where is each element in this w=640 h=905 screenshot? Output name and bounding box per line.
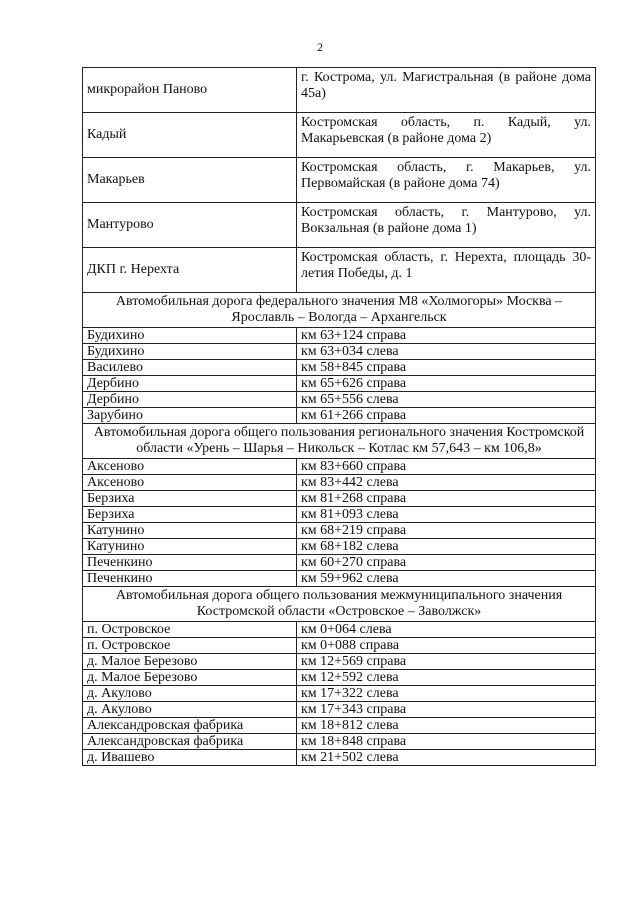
- place-cell: микрорайон Паново: [83, 68, 297, 113]
- place-cell: Макарьев: [83, 158, 297, 203]
- address-cell: Костромская область, п. Кадый, ул. Макарьевская (в районе дома 2): [297, 113, 596, 158]
- page-number: 2: [317, 40, 323, 54]
- place-cell: п. Островское: [83, 622, 297, 638]
- place-cell: д. Акулово: [83, 686, 297, 702]
- place-cell: д. Малое Березово: [83, 670, 297, 686]
- table-row: [83, 203, 596, 248]
- place-cell: Будихино: [83, 344, 297, 360]
- table-row: [83, 68, 596, 113]
- km-cell: км 60+270 справа: [297, 555, 596, 571]
- km-cell: км 61+266 справа: [297, 408, 596, 424]
- table-row: [83, 360, 596, 376]
- table-row: [83, 523, 596, 539]
- place-cell: п. Островское: [83, 638, 297, 654]
- address-cell: г. Кострома, ул. Магистральная (в районе дома 45а): [297, 68, 596, 113]
- place-cell: Александровская фабрика: [83, 734, 297, 750]
- address-cell: Костромская область, г. Мантурово, ул. Вокзальная (в районе дома 1): [297, 203, 596, 248]
- km-cell: км 0+088 справа: [297, 638, 596, 654]
- km-cell: км 0+064 слева: [297, 622, 596, 638]
- km-cell: км 83+442 слева: [297, 475, 596, 491]
- place-cell: д. Малое Березово: [83, 654, 297, 670]
- section-header: [83, 293, 596, 328]
- table-row: [83, 654, 596, 670]
- km-cell: км 68+182 слева: [297, 539, 596, 555]
- place-cell: Александровская фабрика: [83, 718, 297, 734]
- table-row: [83, 459, 596, 475]
- km-cell: км 17+322 слева: [297, 686, 596, 702]
- place-cell: Аксеново: [83, 459, 297, 475]
- address-cell: Костромская область, г. Макарьев, ул. Первомайская (в районе дома 74): [297, 158, 596, 203]
- table-row: [83, 750, 596, 766]
- table-row: [83, 408, 596, 424]
- table-row: [83, 539, 596, 555]
- place-cell: Печенкино: [83, 555, 297, 571]
- table-row: [83, 718, 596, 734]
- section-header: [83, 424, 596, 459]
- km-cell: км 18+848 справа: [297, 734, 596, 750]
- km-cell: км 18+812 слева: [297, 718, 596, 734]
- place-cell: Будихино: [83, 328, 297, 344]
- place-cell: Дербино: [83, 392, 297, 408]
- place-cell: Берзиха: [83, 491, 297, 507]
- table-row: [83, 571, 596, 587]
- section-title: Автомобильная дорога федерального значения М8 «Холмогоры» Москва – Ярославль – Вологда – Архангельск: [83, 293, 596, 328]
- km-cell: км 63+124 справа: [297, 328, 596, 344]
- table-row: [83, 491, 596, 507]
- place-cell: Катунино: [83, 523, 297, 539]
- km-cell: км 17+343 справа: [297, 702, 596, 718]
- km-cell: км 65+626 справа: [297, 376, 596, 392]
- table-row: [83, 344, 596, 360]
- table-row: [83, 622, 596, 638]
- stops-table: [82, 67, 596, 766]
- place-cell: Аксеново: [83, 475, 297, 491]
- table-row: [83, 555, 596, 571]
- place-cell: Кадый: [83, 113, 297, 158]
- table-row: [83, 328, 596, 344]
- table-row: [83, 158, 596, 203]
- km-cell: км 21+502 слева: [297, 750, 596, 766]
- section-title: Автомобильная дорога общего пользования регионального значения Костромской области «Урень – Шарья – Никольск – Котлас км 57,643 – км 106,8»: [83, 424, 596, 459]
- table-row: [83, 734, 596, 750]
- table-row: [83, 392, 596, 408]
- place-cell: Зарубино: [83, 408, 297, 424]
- km-cell: км 58+845 справа: [297, 360, 596, 376]
- km-cell: км 12+569 справа: [297, 654, 596, 670]
- table-row: [83, 475, 596, 491]
- km-cell: км 81+268 справа: [297, 491, 596, 507]
- km-cell: км 12+592 слева: [297, 670, 596, 686]
- address-cell: Костромская область, г. Нерехта, площадь 30-летия Победы, д. 1: [297, 248, 596, 293]
- place-cell: Катунино: [83, 539, 297, 555]
- table-row: [83, 702, 596, 718]
- km-cell: км 81+093 слева: [297, 507, 596, 523]
- place-cell: ДКП г. Нерехта: [83, 248, 297, 293]
- place-cell: Василево: [83, 360, 297, 376]
- place-cell: Берзиха: [83, 507, 297, 523]
- table-row: [83, 638, 596, 654]
- place-cell: Мантурово: [83, 203, 297, 248]
- table-row: [83, 248, 596, 293]
- place-cell: д. Ивашево: [83, 750, 297, 766]
- table-row: [83, 670, 596, 686]
- table-row: [83, 686, 596, 702]
- km-cell: км 68+219 справа: [297, 523, 596, 539]
- place-cell: Печенкино: [83, 571, 297, 587]
- section-header: [83, 587, 596, 622]
- table-row: [83, 113, 596, 158]
- km-cell: км 59+962 слева: [297, 571, 596, 587]
- km-cell: км 65+556 слева: [297, 392, 596, 408]
- table-row: [83, 507, 596, 523]
- place-cell: д. Акулово: [83, 702, 297, 718]
- km-cell: км 63+034 слева: [297, 344, 596, 360]
- place-cell: Дербино: [83, 376, 297, 392]
- section-title: Автомобильная дорога общего пользования межмуниципального значения Костромской области «Островское – Заволжск»: [83, 587, 596, 622]
- table-row: [83, 376, 596, 392]
- km-cell: км 83+660 справа: [297, 459, 596, 475]
